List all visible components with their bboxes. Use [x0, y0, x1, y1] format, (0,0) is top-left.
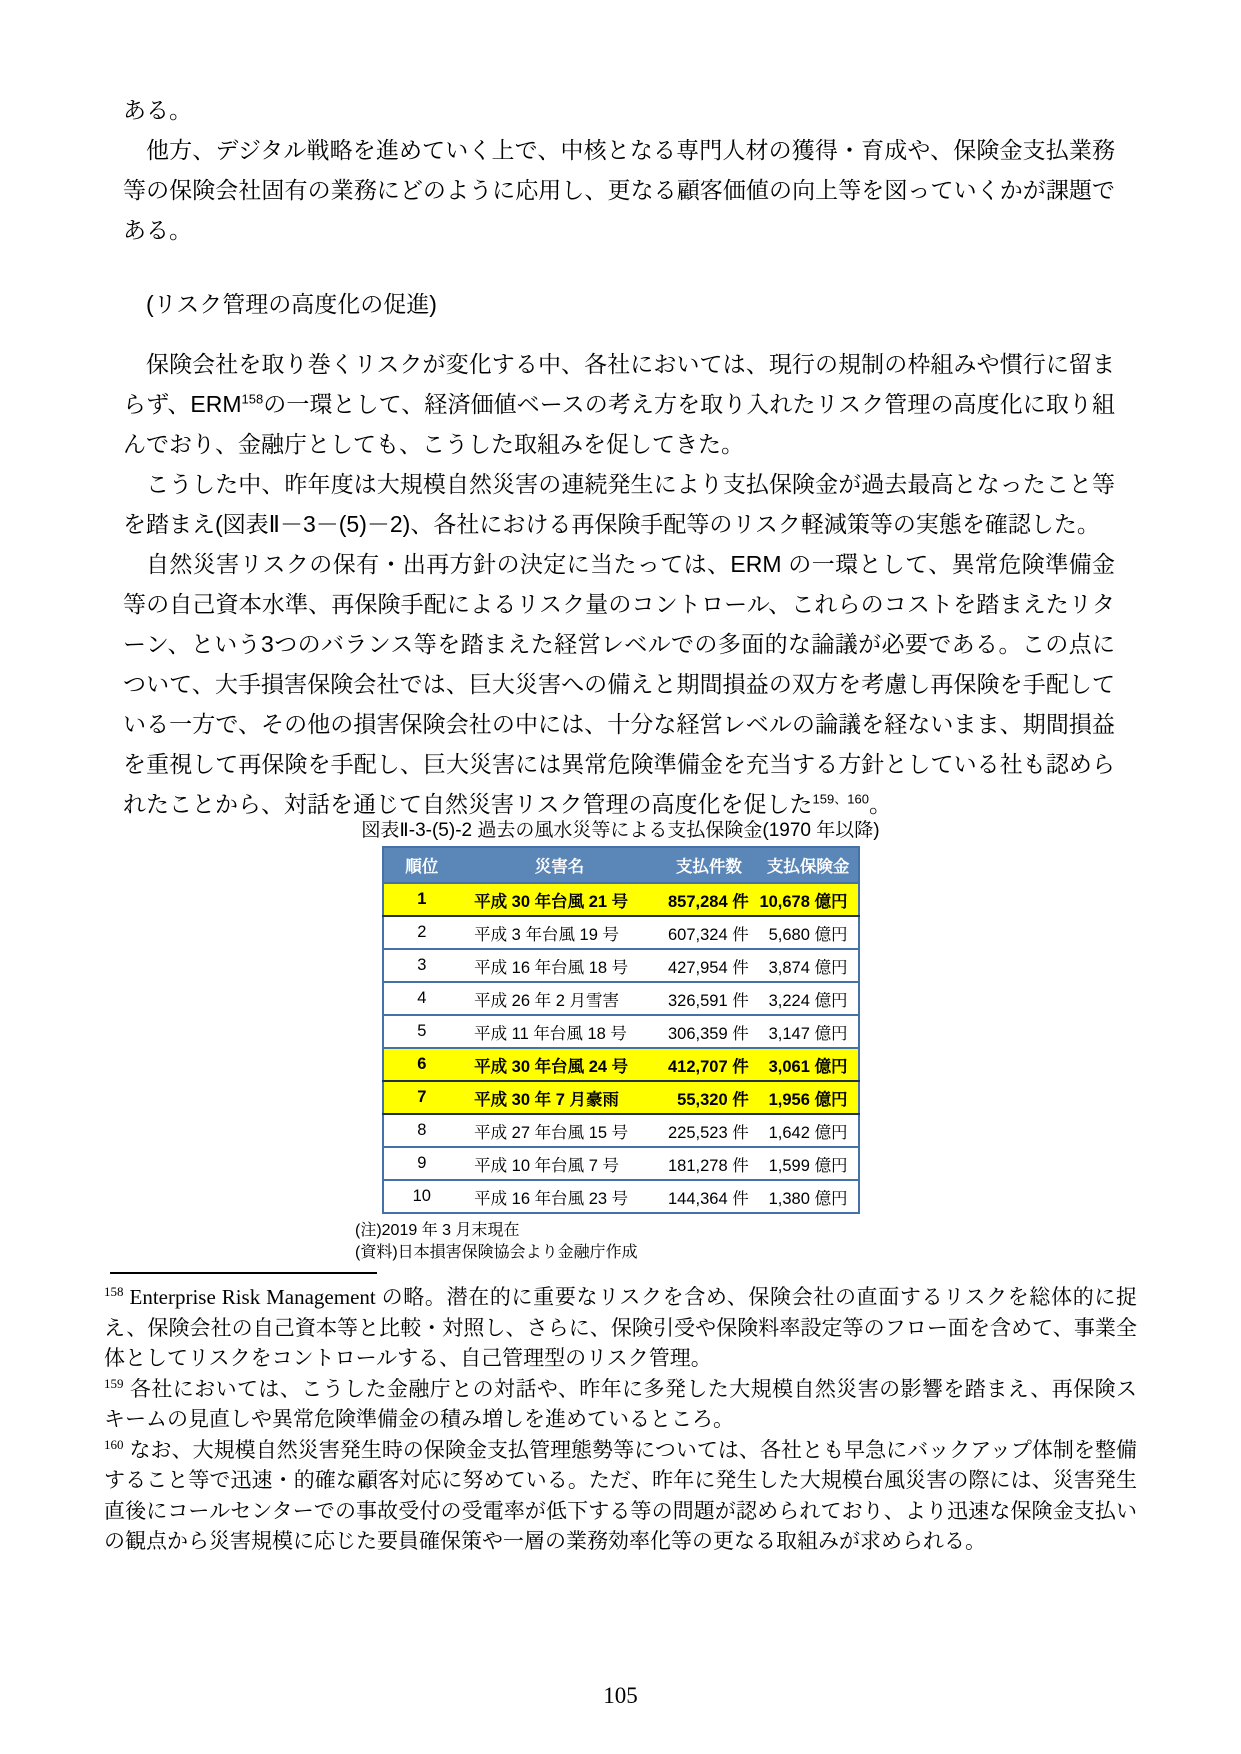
- cell-rank: 5: [383, 1015, 461, 1048]
- paragraph-continuation: ある。: [123, 97, 192, 123]
- cell-claims: 607,324 件: [659, 916, 759, 949]
- paragraph-disaster-payout: こうした中、昨年度は大規模自然災害の連続発生により支払保険金が過去最高となったこと等を踏まえ(図表Ⅱ－3－(5)－2)、各社における再保険手配等のリスク軽減策等の実態を確認した。: [123, 471, 1116, 537]
- footnote-text: なお、大規模自然災害発生時の保険金支払管理態勢等については、各社とも早急にバックアップ体制を整備すること等で迅速・的確な顧客対応に努めている。ただ、昨年に発生した大規模台風災害の際には、災害発生直後にコールセンターでの事故受付の受電率が低下する等の問題が認められており、より迅速な保険金支払いの観点から災害規模に応じた要員確保策や一層の業務効率化等の更なる取組みが求められる。: [104, 1437, 1137, 1553]
- table-row: [383, 949, 859, 982]
- cell-claims: 857,284 件: [659, 883, 759, 916]
- cell-disaster: 平成 10 年台風 7 号: [460, 1147, 659, 1180]
- table-row: [383, 1081, 859, 1114]
- disaster-payout-table: [382, 846, 860, 1214]
- footnote-159: [104, 1374, 1137, 1435]
- cell-payout: 3,224 億円: [759, 982, 859, 1015]
- footnotes: [104, 1282, 1137, 1557]
- cell-claims: 326,591 件: [659, 982, 759, 1015]
- section-heading: (リスク管理の高度化の促進): [146, 291, 437, 317]
- cell-payout: 3,147 億円: [759, 1015, 859, 1048]
- cell-rank: 7: [383, 1081, 461, 1114]
- paragraph-reinsurance-text: 自然災害リスクの保有・出再方針の決定に当たっては、ERM の一環として、異常危険準備金等の自己資本水準、再保険手配によるリスク量のコントロール、これらのコストを踏まえたリターン、という3つのバランス等を踏まえた経営レベルでの多面的な論議が必要である。この点について、大手損害保険会社では、巨大災害への備えと期間損益の双方を考慮し再保険を手配している一方で、その他の損害保険会社の中には、十分な経営レベルの論議を経ないまま、期間損益を重視して再保険を手配し、巨大災害には異常危険準備金を充当する方針としている社も認められたことから、対話を通じて自然災害リスク管理の高度化を促した: [123, 551, 1115, 817]
- cell-rank: 1: [383, 883, 461, 916]
- col-header-claims: 支払件数: [659, 847, 759, 883]
- table-notes: [355, 1220, 1241, 1264]
- paragraph-reinsurance-period: 。: [868, 791, 892, 817]
- footnote-marker: 159: [104, 1375, 124, 1391]
- paragraph-erm-text-cont: の一環として、経済価値ベースの考え方を取り入れたリスク管理の高度化に取り組んでおり、金融庁としても、こうした取組みを促してきた。: [123, 391, 1115, 457]
- cell-rank: 4: [383, 982, 461, 1015]
- cell-rank: 10: [383, 1180, 461, 1213]
- paragraph-digital-strategy: 他方、デジタル戦略を進めていく上で、中核となる専門人材の獲得・育成や、保険金支払業務等の保険会社固有の業務にどのように応用し、更なる顧客価値の向上等を図っていくかが課題である。: [123, 137, 1115, 243]
- cell-disaster: 平成 16 年台風 18 号: [460, 949, 659, 982]
- table-row: [383, 1114, 859, 1147]
- cell-rank: 9: [383, 1147, 461, 1180]
- cell-claims: 181,278 件: [659, 1147, 759, 1180]
- cell-payout: 10,678 億円: [759, 883, 859, 916]
- cell-payout: 1,642 億円: [759, 1114, 859, 1147]
- paragraph-erm: [123, 344, 1115, 464]
- cell-disaster: 平成 27 年台風 15 号: [460, 1114, 659, 1147]
- footnote-marker: 158: [104, 1284, 124, 1299]
- footnote-158: [104, 1282, 1137, 1374]
- table-header-row: [383, 847, 859, 883]
- cell-claims: 225,523 件: [659, 1114, 759, 1147]
- cell-rank: 3: [383, 949, 461, 982]
- col-header-rank: 順位: [383, 847, 461, 883]
- cell-payout: 5,680 億円: [759, 916, 859, 949]
- table-row: [383, 883, 859, 916]
- cell-payout: 1,956 億円: [759, 1081, 859, 1114]
- cell-rank: 6: [383, 1048, 461, 1081]
- table-row: [383, 1147, 859, 1180]
- cell-claims: 144,364 件: [659, 1180, 759, 1213]
- footnote-ref-159-160: 159、160: [812, 791, 869, 807]
- cell-claims: 412,707 件: [659, 1048, 759, 1081]
- cell-payout: 3,061 億円: [759, 1048, 859, 1081]
- figure-caption: 図表Ⅱ-3-(5)-2 過去の風水災等による支払保険金(1970 年以降): [361, 820, 880, 841]
- table-row: [383, 1048, 859, 1081]
- footnote-text: 各社においては、こうした金融庁との対話や、昨年に多発した大規模自然災害の影響を踏まえ、再保険スキームの見直しや異常危険準備金の積み増しを進めているところ。: [104, 1376, 1137, 1431]
- cell-disaster: 平成 26 年 2 月雪害: [460, 982, 659, 1015]
- paragraph-reinsurance: [123, 544, 1115, 824]
- col-header-disaster: 災害名: [460, 847, 659, 883]
- footnote-text: Enterprise Risk Management の略。潜在的に重要なリスクを含め、保険会社の直面するリスクを総体的に捉え、保険会社の自己資本等と比較・対照し、さらに、保険引受や保険料率設定等のフロー面を含めて、事業全体としてリスクをコントロールする、自己管理型のリスク管理。: [104, 1285, 1137, 1370]
- cell-payout: 3,874 億円: [759, 949, 859, 982]
- table-row: [383, 982, 859, 1015]
- cell-payout: 1,599 億円: [759, 1147, 859, 1180]
- cell-claims: 55,320 件: [659, 1081, 759, 1114]
- cell-disaster: 平成 11 年台風 18 号: [460, 1015, 659, 1048]
- cell-disaster: 平成 30 年台風 21 号: [460, 883, 659, 916]
- cell-rank: 2: [383, 916, 461, 949]
- table-row: [383, 1180, 859, 1213]
- cell-disaster: 平成 16 年台風 23 号: [460, 1180, 659, 1213]
- footnote-ref-158: 158: [241, 391, 264, 407]
- cell-claims: 306,359 件: [659, 1015, 759, 1048]
- cell-disaster: 平成 30 年台風 24 号: [460, 1048, 659, 1081]
- footnote-160: [104, 1435, 1137, 1557]
- col-header-payout: 支払保険金: [759, 847, 859, 883]
- cell-claims: 427,954 件: [659, 949, 759, 982]
- cell-rank: 8: [383, 1114, 461, 1147]
- table-row: [383, 916, 859, 949]
- paragraph-erm-text: 保険会社を取り巻くリスクが変化する中、各社においては、現行の規制の枠組みや慣行に留まらず、ERM: [123, 351, 1115, 417]
- cell-disaster: 平成 3 年台風 19 号: [460, 916, 659, 949]
- footnote-separator: [110, 1272, 377, 1274]
- cell-disaster: 平成 30 年 7 月豪雨: [460, 1081, 659, 1114]
- page-number: 105: [603, 1683, 638, 1708]
- table-note-source: (資料)日本損害保険協会より金融庁作成: [355, 1244, 638, 1261]
- table-note-date: (注)2019 年 3 月末現在: [355, 1222, 520, 1239]
- body-text: [0, 0, 1241, 824]
- footnote-marker: 160: [104, 1436, 124, 1452]
- table-row: [383, 1015, 859, 1048]
- cell-payout: 1,380 億円: [759, 1180, 859, 1213]
